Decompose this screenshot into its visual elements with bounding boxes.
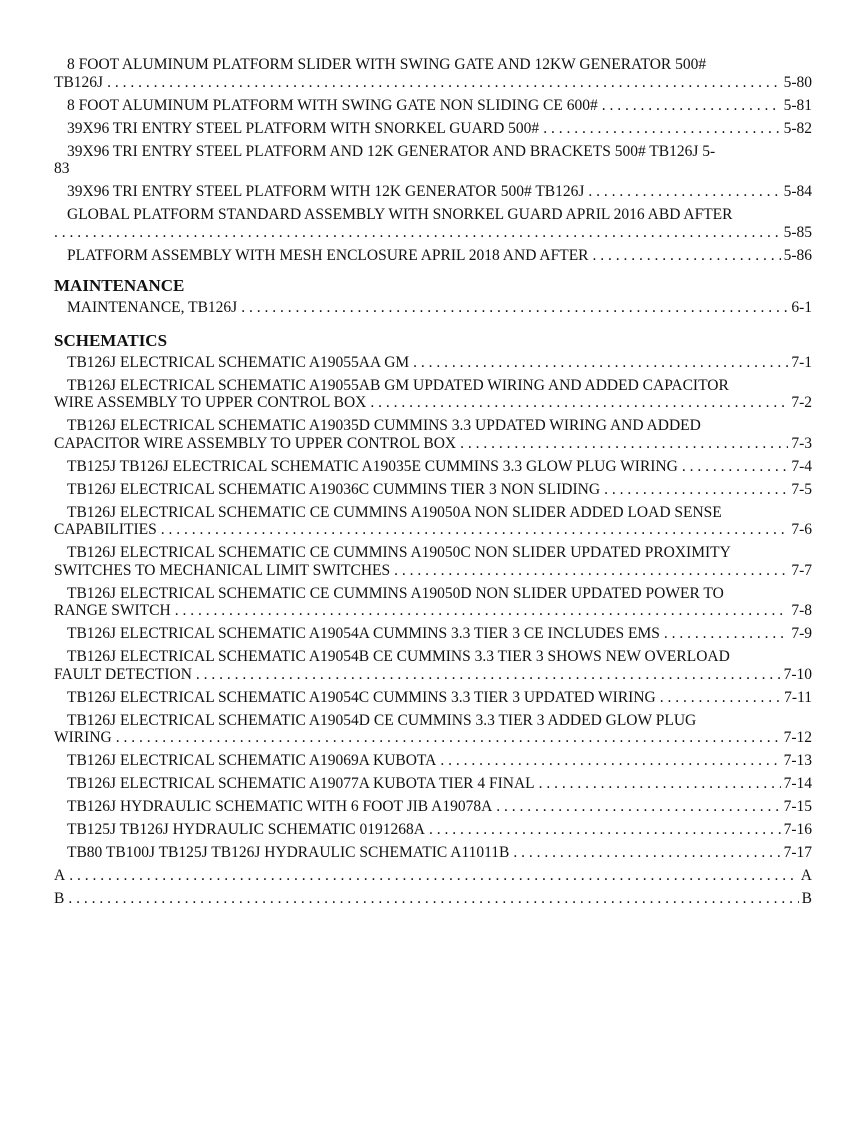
toc-page-number: 5-80	[783, 73, 812, 91]
section-heading-schematics: SCHEMATICS	[54, 330, 168, 350]
toc-entry-title: TB126J ELECTRICAL SCHEMATIC A19054D CE CUMMINS 3.3 TIER 3 ADDED GLOW PLUG	[67, 711, 697, 729]
toc-entry-7-14[interactable]	[54, 775, 812, 793]
toc-entry-7-13[interactable]	[54, 752, 812, 770]
toc-entry-title: 39X96 TRI ENTRY STEEL PLATFORM AND 12K GENERATOR AND BRACKETS 500# TB126J 5-	[67, 142, 716, 160]
toc-entry-title-cont: 83	[54, 160, 70, 177]
toc-entry-title: A	[54, 867, 66, 884]
leader-dots	[602, 97, 781, 115]
toc-page-number: 5-82	[783, 119, 812, 137]
toc-entry-title: B	[54, 890, 65, 907]
toc-entry-title: TB126J ELECTRICAL SCHEMATIC CE CUMMINS A19050C NON SLIDER UPDATED PROXIMITY	[67, 544, 731, 561]
toc-entry-title-cont: SWITCHES TO MECHANICAL LIMIT SWITCHES	[54, 561, 391, 579]
toc-page-number: 6-1	[791, 299, 812, 316]
toc-entry-7-16[interactable]	[54, 821, 812, 839]
toc-entry-appendix-b[interactable]	[54, 890, 812, 908]
leader-dots	[429, 821, 781, 839]
toc-entry-title: TB126J ELECTRICAL SCHEMATIC A19055AA GM	[67, 353, 410, 371]
toc-entry-title: TB126J ELECTRICAL SCHEMATIC A19069A KUBOTA	[67, 752, 437, 769]
toc-entry-title: TB126J ELECTRICAL SCHEMATIC A19054C CUMMINS 3.3 TIER 3 UPDATED WIRING	[67, 688, 656, 706]
toc-entry-title-cont: CAPABILITIES	[54, 521, 157, 538]
toc-entry-appendix-a[interactable]	[54, 867, 812, 885]
toc-entry-7-3[interactable]	[54, 417, 812, 452]
toc-entry-7-7[interactable]	[54, 544, 812, 579]
toc-entry-title: TB125J TB126J HYDRAULIC SCHEMATIC 0191268A	[67, 821, 425, 838]
toc-entry-7-10[interactable]	[54, 648, 812, 683]
leader-dots	[107, 74, 780, 92]
leader-dots	[394, 562, 788, 580]
toc-entry-title: TB126J ELECTRICAL SCHEMATIC CE CUMMINS A19050D NON SLIDER UPDATED POWER TO	[67, 584, 724, 602]
toc-entry-title: MAINTENANCE, TB126J	[67, 299, 238, 316]
toc-page-number: 7-2	[791, 394, 812, 411]
leader-dots	[660, 689, 781, 707]
toc-page	[54, 56, 812, 908]
leader-dots	[370, 394, 788, 412]
toc-entry-5-85[interactable]	[54, 206, 812, 241]
toc-entry-title-cont: WIRE ASSEMBLY TO UPPER CONTROL BOX	[54, 394, 367, 411]
toc-entry-5-83[interactable]	[54, 143, 812, 178]
toc-entry-title: TB125J TB126J ELECTRICAL SCHEMATIC A19035E CUMMINS 3.3 GLOW PLUG WIRING	[67, 457, 678, 475]
leader-dots	[604, 481, 788, 499]
leader-dots	[593, 247, 781, 265]
toc-entry-7-1[interactable]	[54, 354, 812, 372]
toc-page-number: 7-1	[791, 353, 812, 371]
toc-entry-title: TB126J ELECTRICAL SCHEMATIC A19077A KUBOTA TIER 4 FINAL	[67, 775, 535, 792]
toc-entry-7-15[interactable]	[54, 798, 812, 816]
toc-entry-5-84[interactable]	[54, 183, 812, 201]
toc-entry-7-2[interactable]	[54, 377, 812, 412]
leader-dots	[664, 625, 788, 643]
toc-entry-7-6[interactable]	[54, 504, 812, 539]
leader-dots	[196, 666, 781, 684]
toc-page-number: 5-81	[783, 96, 812, 114]
toc-entry-title: 8 FOOT ALUMINUM PLATFORM SLIDER WITH SWING GATE AND 12KW GENERATOR 500#	[67, 56, 707, 73]
leader-dots	[588, 183, 780, 201]
leader-dots	[682, 458, 788, 476]
leader-dots	[539, 775, 781, 793]
leader-dots	[440, 752, 780, 770]
toc-entry-title-cont: CAPACITOR WIRE ASSEMBLY TO UPPER CONTROL BOX	[54, 434, 457, 452]
toc-page-number: 7-17	[783, 844, 812, 861]
toc-entry-5-80[interactable]	[54, 56, 812, 91]
toc-entry-6-1[interactable]	[54, 299, 812, 317]
toc-entry-5-82[interactable]	[54, 120, 812, 138]
toc-entry-title: 8 FOOT ALUMINUM PLATFORM WITH SWING GATE NON SLIDING CE 600#	[67, 96, 598, 114]
toc-entry-title: TB126J ELECTRICAL SCHEMATIC A19055AB GM UPDATED WIRING AND ADDED CAPACITOR	[67, 376, 729, 394]
toc-entry-5-81[interactable]	[54, 97, 812, 115]
leader-dots	[241, 299, 788, 317]
toc-page-number: 7-7	[791, 561, 812, 579]
leader-dots	[68, 890, 798, 908]
toc-page-number: 7-16	[783, 821, 812, 838]
toc-page-number: 5-84	[783, 183, 812, 200]
leader-dots	[496, 798, 780, 816]
toc-entry-7-17[interactable]	[54, 844, 812, 862]
toc-page-number: 7-9	[791, 625, 812, 642]
section-heading-maintenance: MAINTENANCE	[54, 276, 185, 295]
toc-entry-title-cont: TB126J	[54, 73, 104, 91]
toc-entry-title: GLOBAL PLATFORM STANDARD ASSEMBLY WITH SNORKEL GUARD APRIL 2016 ABD AFTER	[67, 206, 733, 223]
toc-entry-title-cont: WIRING	[54, 729, 112, 746]
leader-dots	[543, 120, 780, 138]
toc-page-number: 7-12	[783, 729, 812, 746]
toc-page-number: B	[801, 890, 812, 907]
toc-entry-title: 39X96 TRI ENTRY STEEL PLATFORM WITH SNORKEL GUARD 500#	[67, 119, 540, 137]
toc-page-number: 7-14	[783, 775, 812, 792]
toc-page-number: 7-13	[783, 752, 812, 769]
toc-entry-title: TB126J ELECTRICAL SCHEMATIC A19036C CUMMINS TIER 3 NON SLIDING	[67, 480, 601, 498]
toc-page-number: 7-15	[783, 798, 812, 815]
toc-entry-title: TB126J ELECTRICAL SCHEMATIC A19035D CUMMINS 3.3 UPDATED WIRING AND ADDED	[67, 417, 701, 434]
toc-page-number: 7-8	[791, 602, 812, 619]
toc-page-number: 7-6	[791, 521, 812, 538]
leader-dots	[161, 521, 789, 539]
leader-dots	[460, 435, 788, 453]
toc-entry-7-12[interactable]	[54, 712, 812, 747]
toc-entry-7-4[interactable]	[54, 458, 812, 476]
toc-page-number: 5-85	[783, 223, 812, 241]
leader-dots	[116, 729, 781, 747]
toc-page-number: A	[800, 867, 812, 884]
toc-page-number: 5-86	[783, 246, 812, 264]
toc-entry-7-9[interactable]	[54, 625, 812, 643]
toc-page-number: 7-11	[784, 688, 812, 706]
toc-entry-title-cont: FAULT DETECTION	[54, 665, 192, 683]
toc-entry-7-11[interactable]	[54, 689, 812, 707]
toc-page-number: 7-3	[791, 434, 812, 452]
toc-entry-title: 39X96 TRI ENTRY STEEL PLATFORM WITH 12K GENERATOR 500# TB126J	[67, 183, 585, 200]
toc-entry-title: TB126J HYDRAULIC SCHEMATIC WITH 6 FOOT JIB A19078A	[67, 798, 493, 815]
leader-dots	[54, 224, 781, 242]
toc-entry-7-8[interactable]	[54, 585, 812, 620]
toc-entry-5-86[interactable]	[54, 247, 812, 265]
leader-dots	[175, 602, 789, 620]
toc-entry-title: PLATFORM ASSEMBLY WITH MESH ENCLOSURE APRIL 2018 AND AFTER	[67, 246, 589, 264]
toc-entry-7-5[interactable]	[54, 481, 812, 499]
leader-dots	[413, 354, 788, 372]
toc-page-number: 7-4	[791, 457, 812, 475]
toc-entry-title-cont: RANGE SWITCH	[54, 602, 171, 619]
leader-dots	[69, 867, 798, 885]
toc-entry-title: TB80 TB100J TB125J TB126J HYDRAULIC SCHEMATIC A11011B	[67, 844, 510, 861]
toc-page-number: 7-10	[783, 665, 812, 683]
toc-page-number: 7-5	[791, 480, 812, 498]
leader-dots	[513, 844, 780, 862]
toc-entry-title: TB126J ELECTRICAL SCHEMATIC CE CUMMINS A19050A NON SLIDER ADDED LOAD SENSE	[67, 503, 722, 521]
toc-entry-title: TB126J ELECTRICAL SCHEMATIC A19054A CUMMINS 3.3 TIER 3 CE INCLUDES EMS	[67, 625, 660, 642]
toc-entry-title: TB126J ELECTRICAL SCHEMATIC A19054B CE CUMMINS 3.3 TIER 3 SHOWS NEW OVERLOAD	[67, 648, 730, 665]
